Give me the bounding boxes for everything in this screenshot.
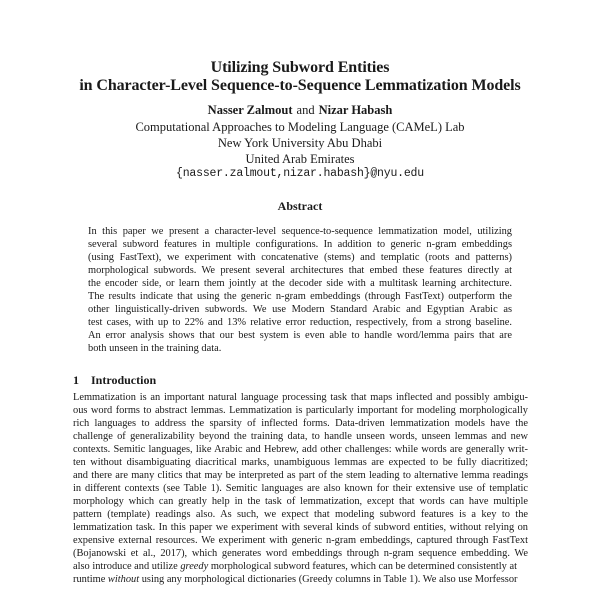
intro-line: lemmatization task. In this paper we experiment with several kinds of subword entities, without relying on bbox=[73, 522, 528, 533]
intro-line: rich languages to address the sparsity of inflected forms. Data-driven lemmatization models have the bbox=[73, 418, 528, 429]
intro-line bbox=[73, 560, 528, 573]
paper-title-line-1: Utilizing Subword Entities bbox=[210, 59, 390, 76]
author-line bbox=[0, 102, 600, 118]
intro-line: in different contexts (see Table 1). Semitic languages are also known for their extensive use of templatic bbox=[73, 483, 528, 494]
section-title: Introduction bbox=[91, 373, 157, 387]
intro-line-text: also introduce and utilize bbox=[73, 561, 181, 572]
intro-line: ten without disambiguating diacritical marks, unambiguous lemmas are expected to be fully diacritized; bbox=[73, 457, 528, 468]
paper-title-line-2: in Character-Level Sequence-to-Sequence Lemmatization Models bbox=[79, 77, 521, 94]
intro-emphasis: without bbox=[107, 574, 140, 585]
affiliation-lab: Computational Approaches to Modeling Language (CAMeL) Lab bbox=[135, 120, 465, 134]
abstract-heading: Abstract bbox=[277, 199, 323, 213]
author-name-1: Nasser Zalmout bbox=[207, 103, 293, 117]
intro-line-text: using any morphological dictionaries (Greedy columns in Table 1). We also use Morfessor bbox=[139, 574, 518, 585]
intro-line: pattern (template) readings also. As such, we expect that modeling subword features is a key to the bbox=[73, 509, 528, 520]
abstract-line: both unseen in the training data. bbox=[88, 343, 222, 354]
intro-emphasis: greedy bbox=[180, 561, 209, 572]
abstract-line: The results indicate that using the generic n-gram embeddings (through FastText) outperform the bbox=[88, 291, 512, 302]
intro-line: expensive external resources. We experiment with generic n-gram embeddings, captured through FastText bbox=[73, 535, 528, 546]
abstract-line: other linguistically-driven subwords. We use Modern Standard Arabic and Egyptian Arabic as bbox=[88, 304, 512, 315]
affiliation-country: United Arab Emirates bbox=[245, 152, 355, 166]
abstract-line: the encoder side, or learn them jointly at the decoder side with a multitask learning architecture. bbox=[88, 278, 512, 289]
intro-line: challenge of generalizability beyond the training data, to handle unseen words, unseen lemmas and new bbox=[73, 431, 528, 442]
intro-line: morphology which can greatly help in the task of lemmatization, except that words can have multiple bbox=[73, 496, 528, 507]
affiliation-university: New York University Abu Dhabi bbox=[217, 136, 383, 150]
intro-line: (Bojanowski et al., 2017), which generates word embeddings through n-gram sequence embedding. We bbox=[73, 548, 528, 559]
abstract-line: An error analysis shows that our best system is even able to handle word/lemma pairs that are bbox=[88, 330, 512, 341]
author-email: {nasser.zalmout,nizar.habash}@nyu.edu bbox=[176, 167, 424, 180]
intro-line: contexts. Semitic languages, like Arabic and Hebrew, add other challenges: while words are generally writ- bbox=[73, 444, 528, 455]
intro-line-text: runtime bbox=[73, 574, 108, 585]
author-conjunction: and bbox=[296, 103, 315, 117]
author-name-2: Nizar Habash bbox=[318, 103, 393, 117]
abstract-line: several subword features in multiple configurations. In addition to generic n-gram embeddings bbox=[88, 239, 512, 250]
abstract-line: morphological subwords. We present several architectures that embed these features directly at bbox=[88, 265, 512, 276]
section-heading-introduction bbox=[73, 373, 156, 388]
intro-line: and there are many clitics that may be interpreted as part of the stem leading to alternative lemma readings bbox=[73, 470, 528, 481]
intro-line: ous word forms to abstract lemmas. Lemmatization is particularly important for modeling morphologically bbox=[73, 405, 528, 416]
abstract-line: In this paper we present a character-level sequence-to-sequence lemmatization model, utilizing bbox=[88, 226, 512, 237]
abstract-line: test cases, with up to 22% and 13% relative error reduction, respectively, from a strong baseline. bbox=[88, 317, 512, 328]
intro-line bbox=[73, 573, 528, 586]
section-number: 1 bbox=[73, 373, 79, 387]
intro-line: Lemmatization is an important natural language processing task that maps inflected and possibly ambigu- bbox=[73, 392, 528, 403]
abstract-line: (using FastText), we experiment with concatenative (stems) and templatic (roots and patterns) bbox=[88, 252, 512, 263]
intro-line-text: morphological subword features, which can be determined consistently at bbox=[208, 561, 517, 572]
